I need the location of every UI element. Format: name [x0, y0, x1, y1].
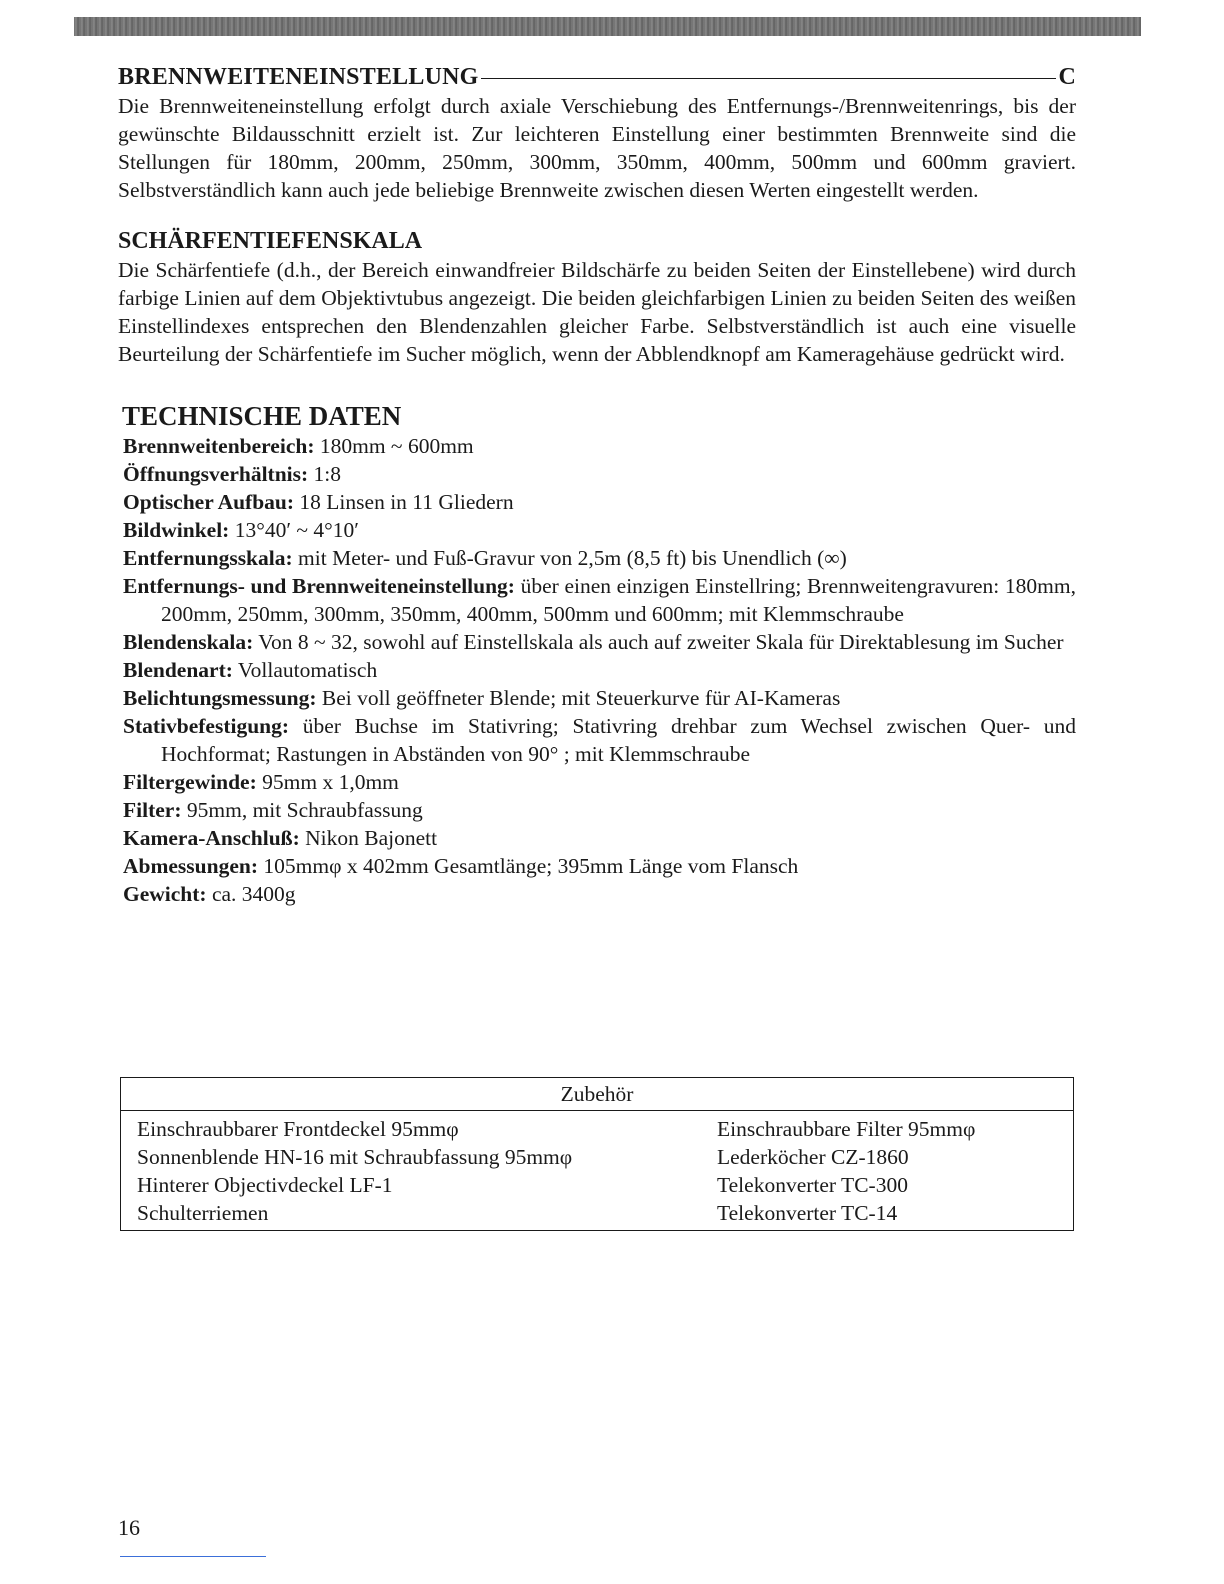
spec-value: über Buchse im Stativring; Stativring drehbar zum Wechsel zwischen Quer- und Hochformat; Rastungen in Abständen von 90° ; mit Klemmschraube [161, 714, 1076, 766]
accessory-item: Lederköcher CZ-1860 [717, 1145, 909, 1169]
spec-value: über einen einzigen Einstellring; Brennweitengravuren: 180mm, 200mm, 250mm, 300mm, 350mm, 400mm, 500mm und 600mm; mit Klemmschraube [161, 574, 1076, 626]
spec-label: Blendenart: [123, 658, 233, 682]
accessories-table [120, 1077, 1074, 1231]
spec-item [123, 460, 1076, 488]
spec-item [123, 488, 1076, 516]
accessory-item: Sonnenblende HN-16 mit Schraubfassung 95mmφ [137, 1145, 573, 1169]
section-marker: C [1058, 64, 1076, 90]
accessory-item: Einschraubbarer Frontdeckel 95mmφ [137, 1117, 459, 1141]
spec-value: 13°40′ ~ 4°10′ [229, 518, 359, 542]
spec-label: Gewicht: [123, 882, 207, 906]
accessories-title: Zubehör [121, 1078, 1073, 1111]
spec-item [123, 516, 1076, 544]
spec-value: ca. 3400g [206, 882, 296, 906]
spec-value: 95mm, mit Schraubfassung [181, 798, 423, 822]
spec-label: Kamera-Anschluß: [123, 826, 300, 850]
spec-value: 18 Linsen in 11 Gliedern [294, 490, 514, 514]
accessory-item: Einschraubbare Filter 95mmφ [717, 1117, 976, 1141]
header-bar [74, 17, 1141, 36]
spec-value: 95mm x 1,0mm [256, 770, 399, 794]
spec-value: Von 8 ~ 32, sowohl auf Einstellskala als auch auf zweiter Skala für Direktablesung im Sucher [253, 630, 1064, 654]
accessory-item: Hinterer Objectivdeckel LF-1 [137, 1173, 393, 1197]
spec-label: Bildwinkel: [123, 518, 230, 542]
bottom-rule [120, 1556, 266, 1557]
page-number: 16 [118, 1515, 140, 1540]
spec-item [123, 684, 1076, 712]
spec-item [123, 796, 1076, 824]
accessory-item: Telekonverter TC-14 [717, 1201, 898, 1225]
accessories-body [121, 1111, 1073, 1230]
spec-label: Filter: [123, 798, 182, 822]
section-title: BRENNWEITENEINSTELLUNG [118, 64, 479, 90]
spec-item [123, 824, 1076, 852]
spec-value: Vollautomatisch [232, 658, 378, 682]
section-heading-specs: TECHNISCHE DATEN [122, 401, 402, 431]
spec-item [123, 852, 1076, 880]
spec-item [123, 768, 1076, 796]
spec-label: Blendenskala: [123, 630, 254, 654]
spec-label: Brennweitenbereich: [123, 434, 315, 458]
spec-value: 1:8 [308, 462, 342, 486]
depth-of-field-paragraph: Die Schärfentiefe (d.h., der Bereich einwandfreier Bildschärfe zu beiden Seiten der Einstellebene) wird durch farbige Linien auf dem Objektivtubus angezeigt. Die beiden gleichfarbigen Linien zu beiden Seiten des weißen Einstellindexes entsprechen den Blendenzahlen gleicher Farbe. Selbstverständlich ist auch eine visuelle Beurteilung der Schärfentiefe im Sucher möglich, wenn der Abblendknopf am Kameragehäuse gedrückt wird. [118, 258, 1076, 366]
spec-label: Optischer Aufbau: [123, 490, 295, 514]
spec-item [123, 628, 1076, 656]
spec-value: 105mmφ x 402mm Gesamtlänge; 395mm Länge vom Flansch [258, 854, 799, 878]
heading-rule [481, 78, 1057, 79]
spec-item [123, 572, 1076, 628]
accessory-item: Telekonverter TC-300 [717, 1173, 908, 1197]
spec-item [123, 880, 1076, 908]
spec-item [123, 656, 1076, 684]
spec-label: Entfernungs- und Brennweiteneinstellung: [123, 574, 515, 598]
accessories-column-left [137, 1115, 717, 1227]
spec-value: 180mm ~ 600mm [314, 434, 474, 458]
spec-label: Abmessungen: [123, 854, 258, 878]
spec-item [123, 544, 1076, 572]
page-content [118, 62, 1076, 908]
section-heading-focal-length [118, 62, 1076, 92]
spec-label: Belichtungsmessung: [123, 686, 317, 710]
spec-label: Filtergewinde: [123, 770, 257, 794]
spec-value: mit Meter- und Fuß-Gravur von 2,5m (8,5 ft) bis Unendlich (∞) [292, 546, 847, 570]
accessory-item: Schulterriemen [137, 1201, 269, 1225]
spec-item [123, 432, 1076, 460]
accessories-column-right [717, 1115, 1073, 1227]
spec-label: Öffnungsverhältnis: [123, 462, 309, 486]
focal-length-paragraph: Die Brennweiteneinstellung erfolgt durch axiale Verschiebung des Entfernungs-/Brennweitenrings, bis der gewünschte Bildausschnitt erzielt ist. Zur leichteren Einstellung einer bestimmten Brennweite sind die Stellungen für 180mm, 200mm, 250mm, 300mm, 350mm, 400mm, 500mm und 600mm graviert. Selbstverständlich kann auch jede beliebige Brennweite zwischen diesen Werten eingestellt werden. [118, 94, 1076, 202]
spec-label: Entfernungsskala: [123, 546, 293, 570]
section-heading-depth-of-field: SCHÄRFENTIEFENSKALA [118, 228, 423, 254]
spec-label: Stativbefestigung: [123, 714, 290, 738]
spec-value: Nikon Bajonett [299, 826, 438, 850]
spec-item [123, 712, 1076, 768]
spec-value: Bei voll geöffneter Blende; mit Steuerkurve für AI-Kameras [316, 686, 841, 710]
spec-list [123, 432, 1076, 908]
